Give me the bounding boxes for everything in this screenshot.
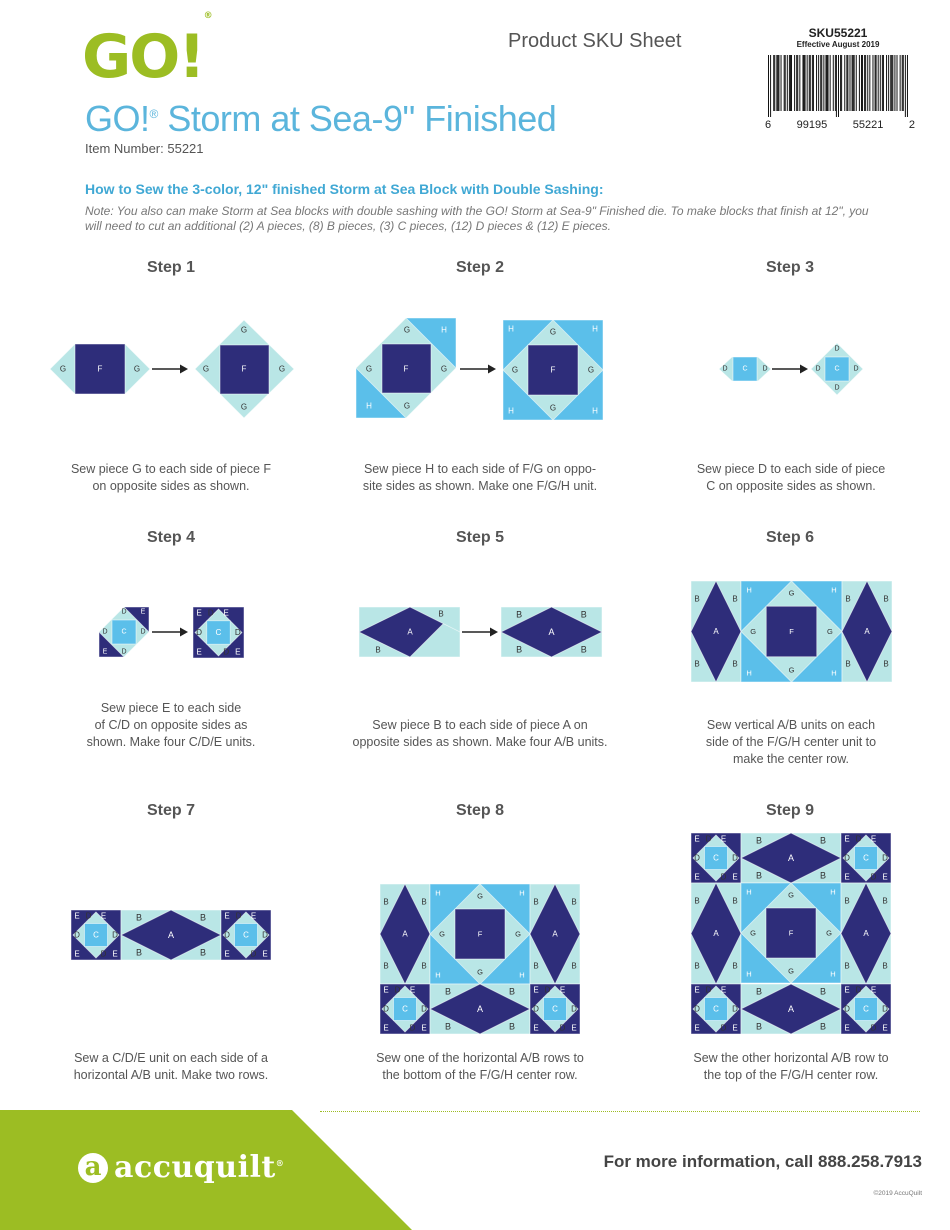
piece-label-d: D xyxy=(732,1004,738,1014)
piece-label-b: B xyxy=(883,659,889,669)
piece-label-a: A xyxy=(863,929,869,938)
step-8-diagram xyxy=(380,884,580,1034)
piece-label-d: D xyxy=(882,1004,888,1014)
piece-label-d: D xyxy=(224,930,230,940)
piece-label-h: H xyxy=(831,668,837,678)
piece-label-f: F xyxy=(477,929,483,939)
barcode-digit-2: 99195 xyxy=(796,119,828,131)
caption-line: Sew vertical A/B units on each xyxy=(706,718,876,732)
piece-label-d: D xyxy=(882,853,888,863)
piece-label-a: A xyxy=(713,929,719,938)
arrow-head xyxy=(490,628,498,637)
piece-label-f: F xyxy=(241,364,247,374)
piece-label-d: D xyxy=(732,853,738,863)
piece-label-e: E xyxy=(74,911,80,921)
piece-label-c: C xyxy=(93,930,99,940)
piece-label-a: A xyxy=(713,627,719,636)
piece-label-e: E xyxy=(844,834,850,844)
piece-label-g: G xyxy=(750,928,756,938)
piece-label-c: C xyxy=(863,853,869,863)
piece-label-c: C xyxy=(713,853,719,863)
piece-label-d: D xyxy=(855,834,862,844)
step-8-title: Step 8 xyxy=(455,802,504,819)
piece-label-a: A xyxy=(787,1004,795,1014)
piece-label-h: H xyxy=(830,969,836,979)
piece-label-h: H xyxy=(435,970,441,980)
piece-label-h: H xyxy=(592,324,598,334)
piece-label-e: E xyxy=(409,985,416,995)
piece-label-h: H xyxy=(746,668,752,678)
step-4-diagram xyxy=(99,607,244,658)
piece-label-d: D xyxy=(762,365,768,373)
piece-label-b: B xyxy=(199,947,207,958)
piece-label-b: B xyxy=(819,986,827,997)
piece-label-h: H xyxy=(508,406,514,416)
piece-label-b: B xyxy=(883,594,889,604)
go-logo: GO!® xyxy=(82,11,213,92)
piece-label-e: E xyxy=(262,949,268,959)
step-8-caption xyxy=(355,1050,605,1084)
caption-line: C on opposite sides as shown. xyxy=(706,479,876,493)
piece-label-d: D xyxy=(544,985,551,995)
piece-label-b: B xyxy=(383,897,389,907)
piece-label-e: E xyxy=(102,648,108,656)
piece-label-e: E xyxy=(720,985,727,995)
piece-label-b: B xyxy=(819,835,827,846)
caption-line: the bottom of the F/G/H center row. xyxy=(382,1068,578,1082)
caption-line: horizontal A/B unit. Make two rows. xyxy=(73,1068,269,1082)
piece-label-d: D xyxy=(234,628,241,637)
piece-label-d: D xyxy=(100,949,107,959)
piece-label-g: G xyxy=(240,325,248,335)
piece-label-c: C xyxy=(402,1004,408,1014)
piece-label-d: D xyxy=(720,1023,727,1033)
piece-label-e: E xyxy=(383,1023,389,1033)
item-number: Item Number: 55221 xyxy=(85,141,204,156)
piece-label-g: G xyxy=(750,627,757,636)
piece-label-d: D xyxy=(694,1004,700,1014)
piece-label-g: G xyxy=(511,365,519,375)
piece-label-g: G xyxy=(439,929,445,939)
piece-label-a: A xyxy=(167,930,175,940)
piece-label-g: G xyxy=(403,325,411,335)
piece-label-d: D xyxy=(121,648,127,656)
piece-label-d: D xyxy=(855,985,862,995)
step-6-diagram xyxy=(691,581,892,682)
step-3-title: Step 3 xyxy=(765,259,814,276)
step-9-caption xyxy=(666,1050,916,1084)
caption-line: Sew a C/D/E unit on each side of a xyxy=(74,1051,268,1065)
piece-label-d: D xyxy=(121,608,127,616)
piece-label-e: E xyxy=(870,985,877,995)
piece-label-g: G xyxy=(59,364,67,374)
barcode-digit-3: 55221 xyxy=(852,119,884,131)
piece-label-e: E xyxy=(732,872,738,882)
piece-label-e: E xyxy=(112,949,118,959)
piece-label-b: B xyxy=(732,659,738,669)
piece-label-g: G xyxy=(587,365,595,375)
piece-label-b: B xyxy=(421,961,427,971)
step-7-caption xyxy=(46,1050,296,1084)
piece-label-d: D xyxy=(74,930,80,940)
caption-line: of C/D on opposite sides as xyxy=(94,718,248,732)
piece-label-d: D xyxy=(409,1023,416,1033)
arrow-head xyxy=(488,365,496,374)
step-1-diagram xyxy=(50,320,294,418)
caption-line: make the center row. xyxy=(732,752,850,766)
caption-line: site sides as shown. Make one F/G/H unit. xyxy=(362,479,598,493)
piece-label-a: A xyxy=(864,627,870,636)
piece-label-e: E xyxy=(100,911,107,921)
caption-line: Sew piece E to each side xyxy=(100,701,242,715)
piece-label-e: E xyxy=(844,872,850,882)
piece-label-d: D xyxy=(196,628,203,637)
piece-label-d: D xyxy=(722,365,728,373)
caption-line: Sew piece D to each side of piece xyxy=(696,462,886,476)
piece-label-a: A xyxy=(552,929,558,939)
piece-label-g: G xyxy=(788,966,794,976)
piece-label-e: E xyxy=(533,1023,539,1033)
piece-label-d: D xyxy=(559,1023,566,1033)
piece-label-a: A xyxy=(402,929,408,939)
piece-label-g: G xyxy=(788,588,795,598)
piece-label-e: E xyxy=(694,1023,700,1033)
piece-label-b: B xyxy=(508,986,516,997)
piece-label-d: D xyxy=(870,1023,877,1033)
piece-label-b: B xyxy=(444,1021,452,1032)
copyright: ©2019 AccuQuilt xyxy=(873,1190,922,1197)
piece-label-b: B xyxy=(508,1021,516,1032)
piece-label-d: D xyxy=(844,1004,850,1014)
caption-line: Sew piece H to each side of F/G on oppo- xyxy=(363,462,597,476)
barcode-digit-1: 6 xyxy=(765,119,772,131)
page-title: GO!® Storm at Sea-9" Finished xyxy=(85,98,557,139)
step-7-diagram xyxy=(71,910,271,960)
piece-label-d: D xyxy=(421,1004,427,1014)
step-2-diagram xyxy=(356,318,603,420)
piece-label-d: D xyxy=(394,985,401,995)
piece-label-d: D xyxy=(853,365,859,373)
piece-label-g: G xyxy=(133,364,141,374)
piece-label-b: B xyxy=(533,961,539,971)
piece-label-g: G xyxy=(788,665,795,675)
piece-label-a: A xyxy=(548,627,555,637)
step-5-diagram xyxy=(359,607,602,657)
piece-label-g: G xyxy=(403,401,411,411)
sheet-label: Product SKU Sheet xyxy=(508,30,682,52)
piece-label-b: B xyxy=(819,1021,827,1032)
piece-label-c: C xyxy=(243,930,249,940)
piece-label-h: H xyxy=(519,970,525,980)
caption-line: on opposite sides as shown. xyxy=(92,479,250,493)
step-9-title: Step 9 xyxy=(765,802,814,819)
piece-label-b: B xyxy=(444,986,452,997)
piece-label-e: E xyxy=(882,1023,888,1033)
piece-label-c: C xyxy=(713,1004,719,1014)
piece-label-e: E xyxy=(224,911,230,921)
piece-label-b: B xyxy=(882,961,888,971)
piece-label-f: F xyxy=(550,365,556,375)
piece-label-g: G xyxy=(440,364,448,374)
caption-line: shown. Make four C/D/E units. xyxy=(86,735,256,749)
piece-label-e: E xyxy=(571,1023,577,1033)
piece-label-d: D xyxy=(834,384,840,392)
piece-label-b: B xyxy=(882,896,888,906)
barcode-digit-4: 2 xyxy=(908,119,915,131)
piece-label-h: H xyxy=(435,888,441,898)
piece-label-f: F xyxy=(97,364,103,374)
piece-label-e: E xyxy=(533,985,539,995)
caption-line: Sew one of the horizontal A/B rows to xyxy=(376,1051,584,1065)
piece-label-d: D xyxy=(262,930,268,940)
piece-label-c: C xyxy=(215,628,222,637)
piece-label-c: C xyxy=(121,628,127,636)
effective-date: Effective August 2019 xyxy=(796,40,880,49)
piece-label-h: H xyxy=(746,969,752,979)
piece-label-g: G xyxy=(549,403,557,413)
piece-label-d: D xyxy=(720,872,727,882)
piece-label-d: D xyxy=(235,911,242,921)
piece-label-a: A xyxy=(407,627,413,637)
step-2-caption xyxy=(345,461,615,495)
piece-label-b: B xyxy=(694,896,700,906)
piece-label-b: B xyxy=(819,870,827,881)
piece-label-g: G xyxy=(240,402,248,412)
piece-label-b: B xyxy=(755,1021,763,1032)
piece-label-e: E xyxy=(196,647,202,657)
piece-label-h: H xyxy=(441,325,447,335)
piece-label-b: B xyxy=(844,961,850,971)
contact-info: For more information, call 888.258.7913 xyxy=(603,1152,922,1171)
piece-label-g: G xyxy=(365,364,373,374)
piece-label-e: E xyxy=(383,985,389,995)
piece-label-g: G xyxy=(477,891,483,901)
piece-label-c: C xyxy=(834,365,840,373)
step-4-title: Step 4 xyxy=(146,529,195,546)
piece-label-d: D xyxy=(571,1004,577,1014)
piece-label-b: B xyxy=(732,594,738,604)
piece-label-b: B xyxy=(732,896,738,906)
accuquilt-a-icon: a xyxy=(78,1153,108,1183)
piece-label-g: G xyxy=(202,364,210,374)
piece-label-g: G xyxy=(477,967,483,977)
piece-label-f: F xyxy=(789,627,794,636)
caption-line: Sew the other horizontal A/B row to xyxy=(693,1051,889,1065)
step-3-caption xyxy=(666,461,916,495)
piece-label-b: B xyxy=(755,870,763,881)
piece-label-f: F xyxy=(403,364,409,374)
step-2-title: Step 2 xyxy=(455,259,504,276)
step-9-diagram xyxy=(691,833,891,1034)
piece-label-e: E xyxy=(870,834,877,844)
piece-label-f: F xyxy=(788,928,794,938)
piece-label-e: E xyxy=(421,1023,427,1033)
piece-label-h: H xyxy=(746,585,752,595)
piece-label-b: B xyxy=(571,961,577,971)
piece-label-d: D xyxy=(705,985,712,995)
piece-label-c: C xyxy=(552,1004,558,1014)
step-1-title: Step 1 xyxy=(146,259,195,276)
piece-label-e: E xyxy=(720,834,727,844)
piece-label-b: B xyxy=(580,609,587,620)
piece-label-b: B xyxy=(694,961,700,971)
step-4-caption xyxy=(46,700,296,751)
piece-label-b: B xyxy=(845,594,851,604)
piece-label-d: D xyxy=(383,1004,389,1014)
piece-label-b: B xyxy=(694,594,700,604)
piece-label-e: E xyxy=(732,1023,738,1033)
step-3-diagram xyxy=(719,343,863,395)
piece-label-b: B xyxy=(755,986,763,997)
step-1-caption xyxy=(46,461,296,495)
piece-label-d: D xyxy=(844,853,850,863)
piece-label-b: B xyxy=(516,644,523,655)
piece-label-a: A xyxy=(787,853,795,863)
piece-label-e: E xyxy=(844,1023,850,1033)
arrow-head xyxy=(180,365,188,374)
accuquilt-logo xyxy=(78,1150,284,1185)
step-5-title: Step 5 xyxy=(455,529,504,546)
step-6-title: Step 6 xyxy=(765,529,814,546)
piece-label-d: D xyxy=(250,949,257,959)
section-heading: How to Sew the 3-color, 12" finished Storm at Sea Block with Double Sashing: xyxy=(85,181,604,197)
piece-label-d: D xyxy=(112,930,118,940)
piece-label-a: A xyxy=(476,1004,484,1014)
piece-label-d: D xyxy=(870,872,877,882)
piece-label-h: H xyxy=(830,887,836,897)
piece-label-d: D xyxy=(207,608,214,618)
step-7-title: Step 7 xyxy=(146,802,195,819)
arrow-head xyxy=(180,628,188,637)
piece-label-g: G xyxy=(549,327,557,337)
caption-line: the top of the F/G/H center row. xyxy=(703,1068,879,1082)
piece-label-b: B xyxy=(844,896,850,906)
piece-label-d: D xyxy=(223,647,230,657)
piece-label-c: C xyxy=(863,1004,869,1014)
piece-label-b: B xyxy=(135,912,143,923)
piece-label-d: D xyxy=(102,628,108,636)
caption-line: side of the F/G/H center unit to xyxy=(705,735,877,749)
piece-label-b: B xyxy=(694,659,700,669)
piece-label-h: H xyxy=(831,585,837,595)
piece-label-h: H xyxy=(746,887,752,897)
arrow-head xyxy=(800,365,808,374)
piece-label-e: E xyxy=(74,949,80,959)
piece-label-e: E xyxy=(694,834,700,844)
brand-mark: ® xyxy=(275,1158,285,1168)
piece-label-c: C xyxy=(742,365,748,373)
piece-label-b: B xyxy=(571,897,577,907)
piece-label-e: E xyxy=(223,608,229,618)
piece-label-b: B xyxy=(845,659,851,669)
caption-line: Sew piece G to each side of piece F xyxy=(70,462,272,476)
step-6-caption xyxy=(666,717,916,768)
piece-label-d: D xyxy=(815,365,821,373)
piece-label-b: B xyxy=(732,961,738,971)
piece-label-b: B xyxy=(135,947,143,958)
piece-label-g: G xyxy=(278,364,286,374)
piece-label-b: B xyxy=(580,644,587,655)
piece-label-b: B xyxy=(516,609,523,620)
piece-label-b: B xyxy=(383,961,389,971)
piece-label-e: E xyxy=(694,985,700,995)
sku-code: SKU55221 xyxy=(808,26,868,40)
piece-label-d: D xyxy=(140,628,146,636)
piece-label-d: D xyxy=(705,834,712,844)
piece-label-h: H xyxy=(366,401,372,411)
brand-name: accuquilt xyxy=(114,1150,276,1185)
piece-label-e: E xyxy=(882,872,888,882)
piece-label-b: B xyxy=(755,835,763,846)
piece-label-b: B xyxy=(199,912,207,923)
piece-label-b: B xyxy=(375,645,381,655)
piece-label-e: E xyxy=(250,911,257,921)
caption-line: opposite sides as shown. Make four A/B units. xyxy=(352,735,608,749)
piece-label-b: B xyxy=(421,897,427,907)
piece-label-b: B xyxy=(533,897,539,907)
piece-label-h: H xyxy=(519,888,525,898)
piece-label-g: G xyxy=(788,890,794,900)
piece-label-g: G xyxy=(515,929,521,939)
section-note: Note: You also can make Storm at Sea blocks with double sashing with the GO! Storm at Sea-9" Finished die. To make blocks that finish at 12", you will need to cut an additional (2) A pieces, (8) B pieces, (3) C pieces, (12) D pieces & (12) E pieces. xyxy=(85,204,869,233)
piece-label-h: H xyxy=(508,324,514,334)
piece-label-e: E xyxy=(196,608,202,618)
piece-label-e: E xyxy=(844,985,850,995)
piece-label-g: G xyxy=(826,928,832,938)
piece-label-b: B xyxy=(438,609,444,619)
caption-line: Sew piece B to each side of piece A on xyxy=(372,718,588,732)
piece-label-h: H xyxy=(592,406,598,416)
piece-label-e: E xyxy=(235,647,241,657)
piece-label-e: E xyxy=(694,872,700,882)
piece-label-d: D xyxy=(834,345,840,353)
piece-label-e: E xyxy=(224,949,230,959)
piece-label-d: D xyxy=(85,911,92,921)
piece-label-g: G xyxy=(826,627,833,636)
piece-label-d: D xyxy=(533,1004,539,1014)
piece-label-e: E xyxy=(140,608,146,616)
step-5-caption xyxy=(335,717,625,751)
piece-label-d: D xyxy=(694,853,700,863)
piece-label-e: E xyxy=(559,985,566,995)
